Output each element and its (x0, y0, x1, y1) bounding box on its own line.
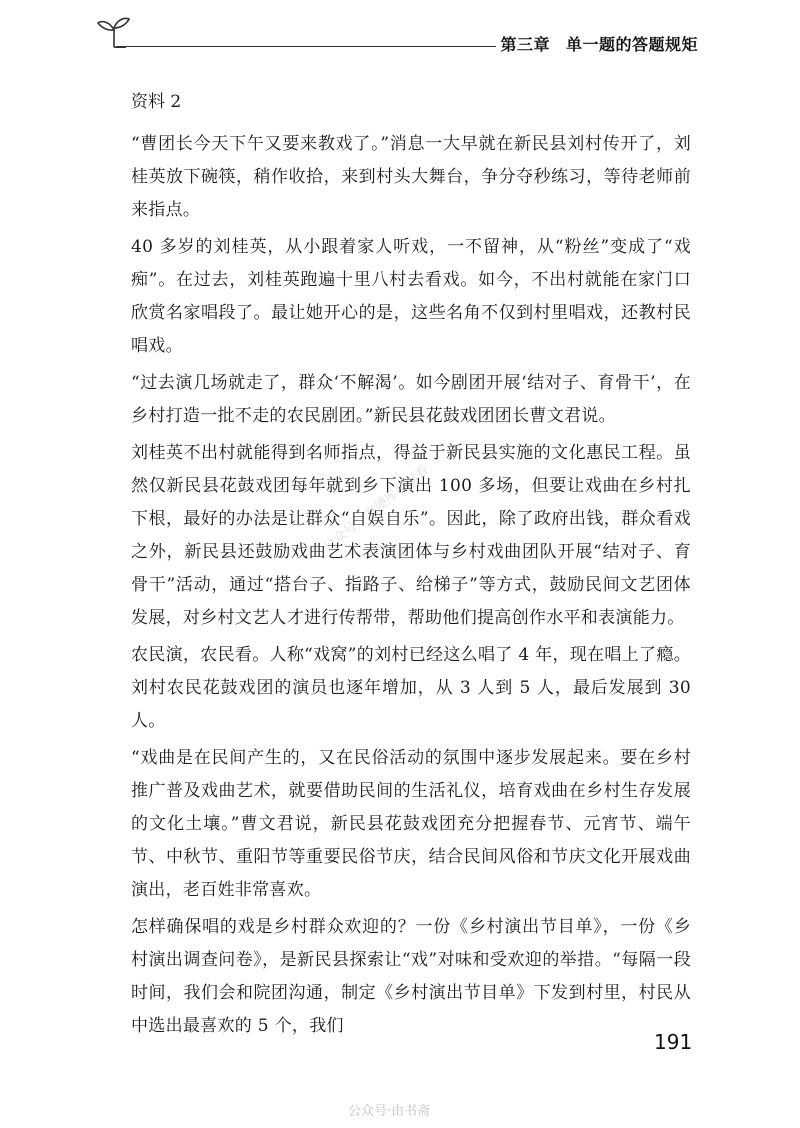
page-number: 191 (654, 1030, 693, 1054)
paragraph: 刘桂英不出村就能得到名师指点，得益于新民县实施的文化惠民工程。虽然仅新民县花鼓戏团每年就到乡下演出 100 多场，但要让戏曲在乡村扎下根，最好的办法是让群众“自娱自乐”。因此，除了政府出钱，群众看戏之外，新民县还鼓励戏曲艺术表演团体与乡村戏曲团队开展“结对子、育骨干”活动，通过“搭台子、指路子、给梯子”等方式，鼓励民间文艺团体发展，对乡村文艺人才进行传帮带，帮助他们提高创作水平和表演能力。 (131, 443, 691, 628)
chapter-title (500, 32, 698, 55)
paragraph: “戏曲是在民间产生的，又在民俗活动的氛围中逐步发展起来。要在乡村推广普及戏曲艺术，就要借助民间的生活礼仪，培育戏曲在乡村生存发展的文化土壤。”曹文君说，新民县花鼓戏团充分把握春节、元宵节、端午节、中秋节、重阳节等重要民俗节庆，结合民间风俗和节庆文化开展戏曲演出，老百姓非常喜欢。 (131, 748, 691, 900)
chapter-name: 单一题的答题规矩 (565, 35, 698, 54)
body-text (131, 90, 691, 1047)
running-header (96, 12, 700, 52)
section-label: 资料 2 (131, 92, 182, 112)
paragraph: “过去演几场就走了，群众‘不解渴’。如今剧团开展‘结对子、育骨干’，在乡村打造一批不走的农民剧团。”新民县花鼓戏团团长曹文君说。 (131, 373, 691, 426)
watermark-footer: 公众号·由书斋 (348, 1104, 431, 1119)
paragraph: 怎样确保唱的戏是乡村群众欢迎的？一份《乡村演出节目单》，一份《乡村演出调查问卷》，是新民县探索让“戏”对味和受欢迎的举措。“每隔一段时间，我们会和院团沟通，制定《乡村演出节目单》下发到村里，村民从中选出最喜欢的 5 个，我们 (131, 917, 691, 1036)
watermark: 公众号：方便库可以看 (320, 463, 433, 555)
chapter-number: 第三章 (500, 35, 550, 54)
sprout-icon (96, 14, 132, 48)
paragraph: 农民演，农民看。人称“戏窝”的刘村已经这么唱了 4 年，现在唱上了瘾。刘村农民花鼓戏团的演员也逐年增加，从 3 人到 5 人，最后发展到 30 人。 (131, 645, 691, 731)
header-rule (116, 46, 496, 47)
paragraph: 40 多岁的刘桂英，从小跟着家人听戏，一不留神，从“粉丝”变成了“戏痴”。在过去，刘桂英跑遍十里八村去看戏。如今，不出村就能在家门口欣赏名家唱段了。最让她开心的是，这些名角不仅到村里唱戏，还教村民唱戏。 (131, 237, 691, 356)
paragraph: “曹团长今天下午又要来教戏了。”消息一大早就在新民县刘村传开了，刘桂英放下碗筷，稍作收拾，来到村头大舞台，争分夺秒练习，等待老师前来指点。 (131, 134, 691, 220)
